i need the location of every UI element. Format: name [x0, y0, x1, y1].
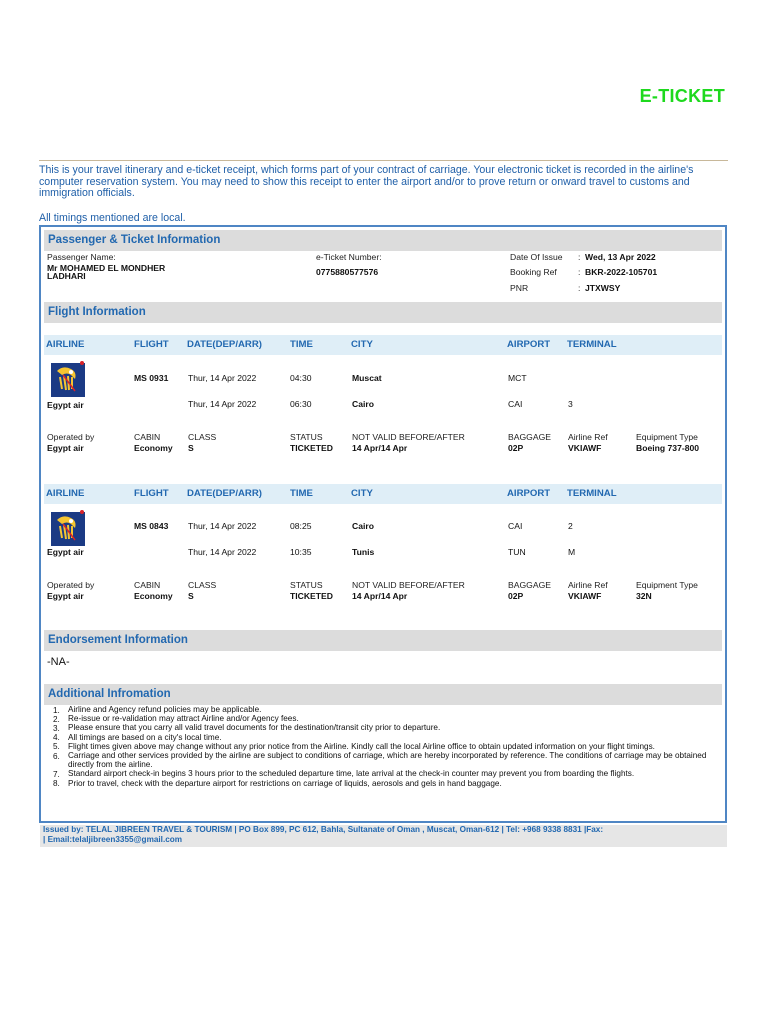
list-text: Standard airport check-in begins 3 hours prior to the scheduled departure time, late arrival at the check-in counter may prevent you from boarding the flights. [68, 769, 635, 779]
flight-section-heading: Flight Information [44, 302, 722, 323]
segment-2-cabin: Economy [134, 591, 173, 601]
segment-2-dep-city: Cairo [352, 521, 374, 531]
segment-1-status: TICKETED [290, 443, 333, 453]
operated-by-label: Operated by [47, 432, 95, 442]
endorsement-text: -NA- [47, 656, 70, 668]
list-item [53, 714, 718, 724]
cabin-label: CABIN [134, 432, 161, 442]
col-terminal: TERMINAL [567, 488, 617, 499]
segment-1-arr-date: Thur, 14 Apr 2022 [188, 399, 257, 409]
baggage-label: BAGGAGE [508, 580, 551, 590]
segment-2-dep-airport: CAI [508, 521, 523, 531]
airline-ref-label: Airline Ref [568, 580, 608, 590]
baggage-label: BAGGAGE [508, 432, 551, 442]
segment-2-arr-airport: TUN [508, 547, 526, 557]
passenger-name-label: Passenger Name: [47, 252, 116, 262]
col-airport: AIRPORT [507, 339, 551, 350]
col-flight: FLIGHT [134, 488, 169, 499]
flight-table-header [44, 335, 722, 355]
list-item [53, 778, 718, 789]
date-of-issue-label: Date Of Issue [510, 252, 563, 262]
col-city: CITY [351, 488, 373, 499]
eticket-number-label: e-Ticket Number: [316, 252, 382, 262]
segment-1-not-valid: 14 Apr/14 Apr [352, 443, 408, 453]
segment-1-arr-terminal: 3 [568, 399, 573, 409]
list-number: 2. [53, 714, 60, 724]
list-item [53, 732, 718, 743]
segment-2-baggage: 02P [508, 591, 524, 601]
list-text: Please ensure that you carry all valid travel documents for the destination/transit city prior to departure. [68, 723, 441, 733]
segment-2-class: S [188, 591, 194, 601]
class-label: CLASS [188, 580, 217, 590]
equipment-label: Equipment Type [636, 580, 698, 590]
col-time: TIME [290, 488, 313, 499]
eticket-title: E-TICKET [639, 86, 725, 106]
booking-ref: BKR-2022-105701 [585, 267, 658, 277]
list-text: Airline and Agency refund policies may be applicable. [68, 705, 262, 714]
list-number: 3. [53, 723, 60, 733]
segment-1-baggage: 02P [508, 443, 524, 453]
segment-2-airline-ref: VKIAWF [568, 591, 602, 601]
segment-2-arr-city: Tunis [352, 547, 375, 557]
list-number: 5. [53, 742, 60, 752]
segment-1-dep-airport: MCT [508, 373, 527, 383]
list-number: 1. [53, 705, 60, 715]
issuer-email-line[interactable]: | Email:telaljibreen3355@gmail.com [43, 835, 183, 844]
pnr-label: PNR [510, 283, 529, 293]
segment-2-arr-time: 10:35 [290, 547, 312, 557]
pnr: JTXWSY [585, 283, 621, 293]
eticket-number: 0775880577576 [316, 267, 379, 277]
segment-1-dep-date: Thur, 14 Apr 2022 [188, 373, 257, 383]
segment-2-operated-by: Egypt air [47, 591, 84, 601]
segment-2-flight-no: MS 0843 [134, 521, 169, 531]
list-item [53, 741, 718, 752]
date-of-issue: Wed, 13 Apr 2022 [585, 252, 656, 262]
segment-2-dep-terminal: 2 [568, 521, 573, 531]
header-divider [39, 160, 728, 161]
additional-heading: Additional Infromation [44, 684, 722, 705]
list-text: Flight times given above may change without any prior notice from the Airline. Kindly call the local Airline office to obtain updated information on your flight timings. [68, 741, 655, 751]
class-label: CLASS [188, 432, 217, 442]
egyptair-logo-icon [51, 510, 85, 546]
passenger-section-heading: Passenger & Ticket Information [44, 230, 722, 251]
segment-2-arr-terminal: M [568, 547, 576, 557]
equipment-label: Equipment Type [636, 432, 698, 442]
col-flight: FLIGHT [134, 339, 169, 350]
segment-2-status: TICKETED [290, 591, 333, 601]
additional-list [53, 705, 718, 789]
segment-1-dep-time: 04:30 [290, 373, 312, 383]
segment-2-dep-time: 08:25 [290, 521, 312, 531]
list-number: 7. [53, 769, 60, 779]
col-airline: AIRLINE [46, 339, 85, 350]
segment-1-airline-ref: VKIAWF [568, 443, 602, 453]
col-time: TIME [290, 339, 313, 350]
segment-1-operated-by: Egypt air [47, 443, 84, 453]
status-label: STATUS [290, 432, 323, 442]
segment-2-dep-date: Thur, 14 Apr 2022 [188, 521, 257, 531]
col-date: DATE(DEP/ARR) [187, 488, 262, 499]
segment-1-arr-city: Cairo [352, 399, 374, 409]
flight-table-header [44, 484, 722, 504]
segment-1-flight-no: MS 0931 [134, 373, 169, 383]
endorsement-heading: Endorsement Information [44, 630, 722, 651]
segment-1-cabin: Economy [134, 443, 173, 453]
segment-1-class: S [188, 443, 194, 453]
list-text: Prior to travel, check with the departure airport for restrictions on carriage of liquids, aerosols and gels in hand baggage. [68, 778, 502, 788]
timings-note: All timings mentioned are local. [39, 212, 186, 224]
list-number: 6. [53, 751, 60, 761]
col-city: CITY [351, 339, 373, 350]
list-item [53, 705, 718, 715]
segment-1-arr-airport: CAI [508, 399, 523, 409]
colon: : [578, 252, 581, 262]
col-airport: AIRPORT [507, 488, 551, 499]
list-item [53, 769, 718, 779]
segment-1-arr-time: 06:30 [290, 399, 312, 409]
segment-1-dep-city: Muscat [352, 373, 382, 383]
intro-text: This is your travel itinerary and e-ticket receipt, which forms part of your contract of carriage. Your electronic ticket is recorded in the airline's computer reservation system. You may need to show this receipt to enter the airport and/or to prove return or onward travel to customs and immigration officials. [39, 164, 694, 199]
booking-ref-label: Booking Ref [510, 267, 557, 277]
list-text: All timings are based on a city's local time. [68, 732, 222, 742]
passenger-name-line1: Mr MOHAMED EL MONDHER [47, 263, 166, 273]
egyptair-logo-icon [51, 361, 85, 397]
segment-1-equipment: Boeing 737-800 [636, 443, 700, 453]
not-valid-label: NOT VALID BEFORE/AFTER [352, 580, 465, 590]
cabin-label: CABIN [134, 580, 161, 590]
colon: : [578, 267, 581, 277]
col-date: DATE(DEP/ARR) [187, 339, 262, 350]
segment-2-arr-date: Thur, 14 Apr 2022 [188, 547, 257, 557]
colon: : [578, 283, 581, 293]
issuer-footer [40, 825, 727, 847]
segment-1-airline: Egypt air [47, 400, 84, 410]
status-label: STATUS [290, 580, 323, 590]
passenger-name-line2: LADHARI [47, 271, 86, 281]
issuer-line: Issued by: TELAL JIBREEN TRAVEL & TOURISM | PO Box 899, PC 612, Bahla, Sultanate of Oman , Muscat, Oman-612 | Tel: +968 9338 8831 |Fax: [43, 825, 604, 834]
col-terminal: TERMINAL [567, 339, 617, 350]
list-text: Carriage and other services provided by the airline are subject to conditions of carriage, which are hereby incorporated by reference. The conditions of carriage may be obtained directly from the airline. [68, 751, 707, 770]
list-item [53, 751, 718, 770]
segment-2-airline: Egypt air [47, 547, 84, 557]
list-number: 8. [53, 779, 60, 789]
segment-2-not-valid: 14 Apr/14 Apr [352, 591, 408, 601]
operated-by-label: Operated by [47, 580, 95, 590]
segment-2-equipment: 32N [636, 591, 652, 601]
not-valid-label: NOT VALID BEFORE/AFTER [352, 432, 465, 442]
col-airline: AIRLINE [46, 488, 85, 499]
airline-ref-label: Airline Ref [568, 432, 608, 442]
list-item [53, 723, 718, 733]
list-text: Re-issue or re-validation may attract Airline and/or Agency fees. [68, 714, 299, 724]
list-number: 4. [53, 733, 60, 743]
